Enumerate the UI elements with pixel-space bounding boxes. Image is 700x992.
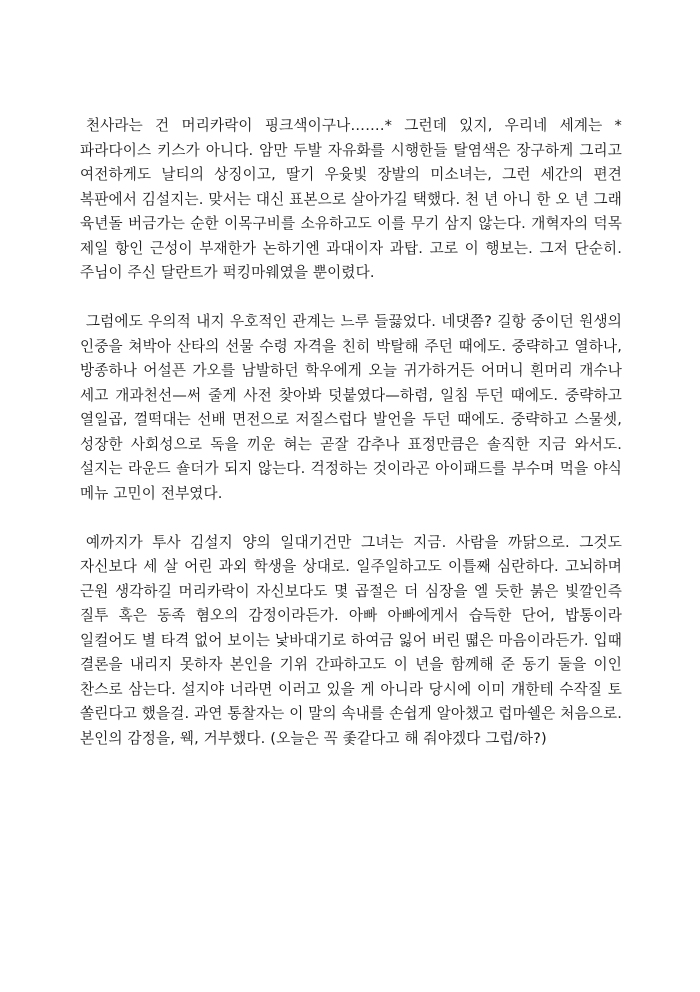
paragraph-3: 예까지가 투사 김설지 양의 일대기건만 그녀는 지금. 사람을 까닭으로. 그것도 자신보다 세 살 어린 과외 학생을 상대로. 일주일하고도 이틀째 심란하다. 고뇌하며 근원 생각하길 머리카락이 자신보다도 몇 곱절은 더 심장을 엘 듯한 붉은 빛깔인즉 질투 혹은 동족 혐오의 감정이라든가. 아빠 아빠에게서 습득한 단어, 밥통이라 일컬어도 별 타격 없어 보이는 낯바대기로 하여금 잃어 버린 뗣은 마음이라든가. 입때 결론을 내리지 못하자 본인을 기위 간파하고도 이 년을 함께해 준 동기 둘을 이인 찬스로 삼는다. 설지야 너라면 이러고 있을 게 아니라 당시에 이미 걔한테 수작질 토 쏠린다고 했을걸. 과연 통찰자는 이 말의 속내를 손쉽게 알아챘고 럽마쉘은 처음으로. 본인의 감정을, 웩, 거부했다. (오늘은 꼭 좇같다고 해 줘야겠다 그럽/하?)	[80, 533, 622, 747]
paragraph-spacer	[80, 286, 622, 311]
paragraph-spacer	[80, 506, 622, 531]
paragraph-2: 그럼에도 우의적 내지 우호적인 관계는 느루 들끓었다. 네댓쯤? 길항 중이던 원생의 인중을 쳐박아 산타의 선물 수령 자격을 친히 박탈해 주던 때에도. 중략하고 열하나, 방종하나 어설픈 가오를 남발하던 학우에게 오늘 귀가하거든 어머니 흰머리 개수나 세고 개과천선—써 줄게 사전 찾아봐 덧붙였다—하렴, 일침 두던 때에도. 중략하고 열일곱, 껄떡대는 선배 면전으로 저질스럽다 발언을 두던 때에도. 중략하고 스물셋, 성장한 사회성으로 독을 끼운 혀는 곧잘 감추나 표정만큼은 솔직한 지금 와서도. 설지는 라운드 숄더가 되지 않는다. 걱정하는 것이라곤 아이패드를 부수며 먹을 야식 메뉴 고민이 전부였다.	[80, 313, 622, 502]
paragraph-1: 천사라는 건 머리카락이 핑크색이구나…….* 그런데 있지, 우리네 세계는 *파라다이스 키스가 아니다. 암만 두발 자유화를 시행한들 탈염색은 장구하게 그리고 여전하게도 날티의 상징이고, 딸기 우윳빛 장발의 미소녀는, 그런 세간의 편견 복판에서 김설지는. 맞서는 대신 표본으로 살아가길 택했다. 천 년 아니 한 오 년 그래 육년돌 버금가는 순한 이목구비를 소유하고도 이를 무기 삼지 않는다. 개혁자의 덕목 제일 항인 근성이 부재한가 논하기엔 과대이자 과탑. 고로 이 행보는. 그저 단순히. 주님이 주신 달란트가 퍽킹마웨였을 뿐이렸다.	[80, 117, 623, 281]
document-body	[80, 114, 622, 751]
